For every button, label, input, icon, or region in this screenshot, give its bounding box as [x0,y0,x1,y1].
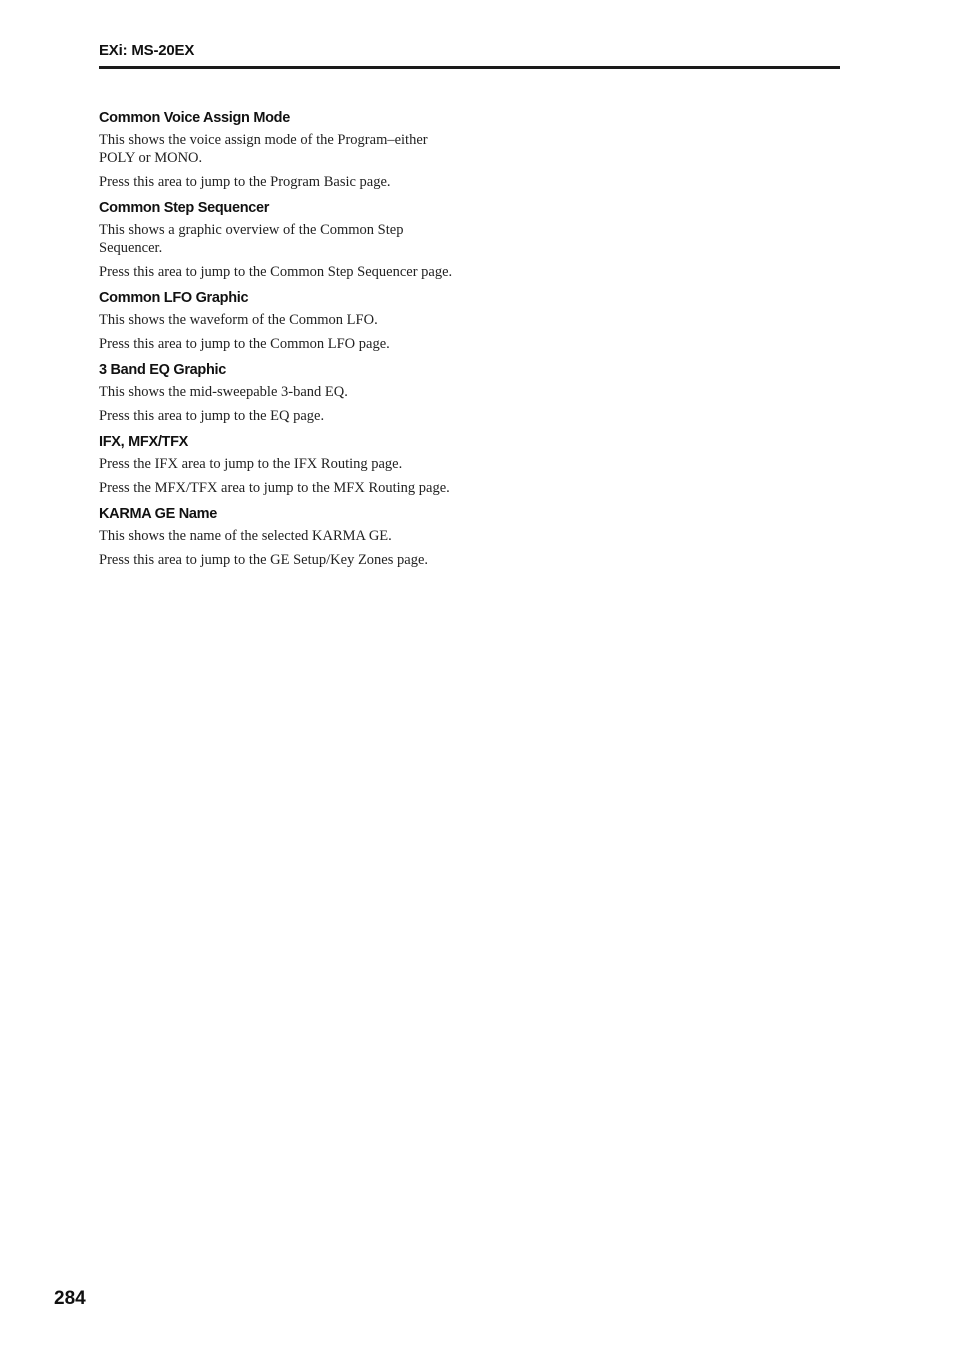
paragraph: This shows the mid-sweepable 3-band EQ. [99,384,348,400]
paragraph: This shows the waveform of the Common LFO. [99,312,378,328]
main-content [99,107,459,575]
paragraph: This shows the voice assign mode of the Program–either POLY or MONO. [99,132,428,166]
section-common-voice-assign-mode [99,107,459,191]
section-title: KARMA GE Name [99,506,218,522]
running-header: EXi: MS-20EX [99,42,195,59]
paragraph: Press the MFX/TFX area to jump to the MFX Routing page. [99,480,450,496]
paragraph: Press this area to jump to the Common Step Sequencer page. [99,264,453,280]
section-common-lfo-graphic [99,287,459,353]
section-common-step-sequencer [99,197,459,281]
paragraph: Press this area to jump to the EQ page. [99,408,325,424]
paragraph: This shows the name of the selected KARMA GE. [99,528,392,544]
header-rule [99,66,840,69]
paragraph: Press the IFX area to jump to the IFX Routing page. [99,456,403,472]
section-title: IFX, MFX/TFX [99,434,189,450]
paragraph: This shows a graphic overview of the Common Step Sequencer. [99,222,404,256]
section-3-band-eq-graphic [99,359,459,425]
section-title: Common Voice Assign Mode [99,110,290,126]
paragraph: Press this area to jump to the Program Basic page. [99,174,391,190]
section-ifx-mfx-tfx [99,431,459,497]
section-title: Common Step Sequencer [99,200,270,216]
paragraph: Press this area to jump to the Common LFO page. [99,336,390,352]
page-number: 284 [54,1288,86,1309]
paragraph: Press this area to jump to the GE Setup/Key Zones page. [99,552,429,568]
section-karma-ge-name [99,503,459,569]
section-title: Common LFO Graphic [99,290,249,306]
section-title: 3 Band EQ Graphic [99,362,227,378]
